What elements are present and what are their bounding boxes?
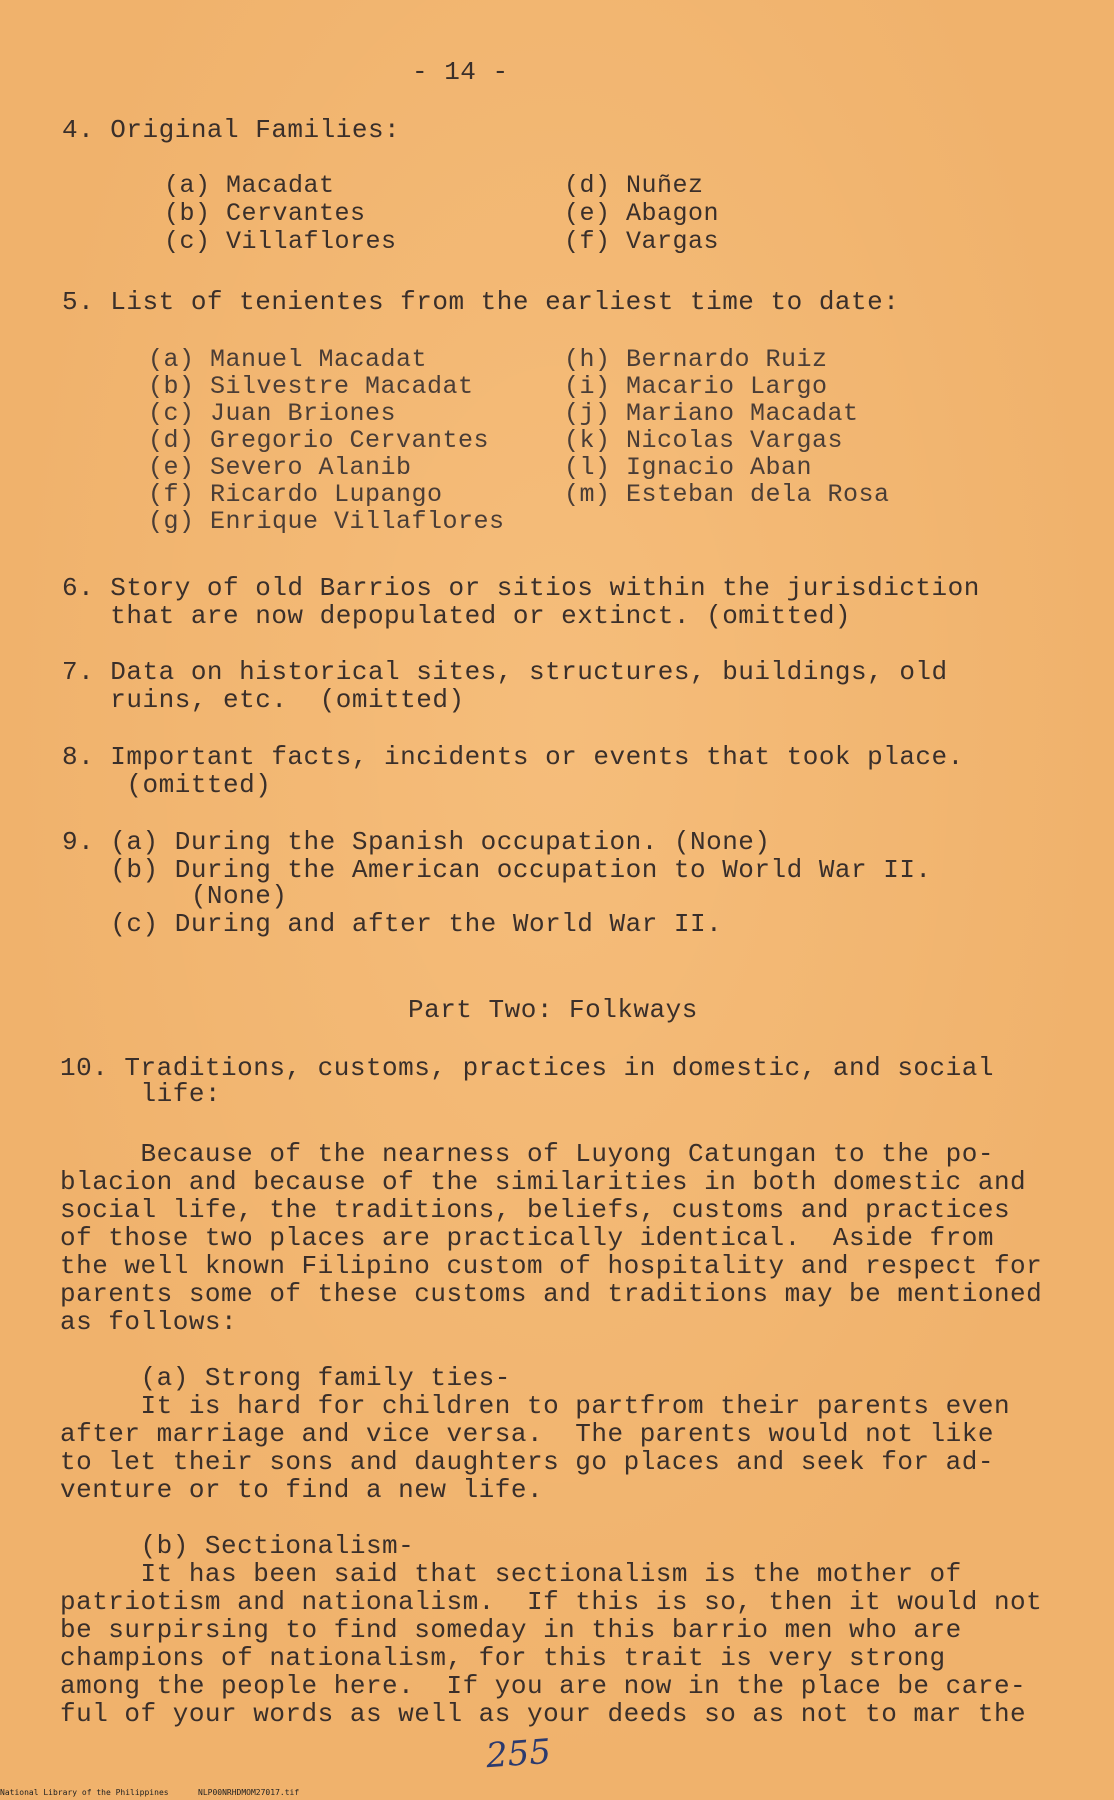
family-item: (f) Vargas <box>564 227 720 256</box>
family-item: (a) Macadat <box>164 171 335 200</box>
family-item: (e) Abagon <box>564 199 720 228</box>
paragraph-line: to let their sons and daughters go places and seek for ad- <box>60 1447 994 1477</box>
section-7-line: 7. Data on historical sites, structures, buildings, old <box>62 657 948 687</box>
section-9-line: (b) During the American occupation to World War II. <box>62 855 932 885</box>
subsection-title: (b) Sectionalism- <box>60 1531 415 1561</box>
file-id-footer: NLP00NRHDMOM27017.tif <box>198 1788 300 1797</box>
teniente-item: (m) Esteban dela Rosa <box>564 480 890 509</box>
paragraph-line: after marriage and vice versa. The parents would not like <box>60 1419 994 1449</box>
paragraph-line: social life, the traditions, beliefs, customs and practices <box>60 1195 1011 1225</box>
paragraph-line: ful of your words as well as your deeds so as not to mar the <box>60 1699 1027 1729</box>
page-number: - 14 - <box>412 57 509 87</box>
section-8-line: (omitted) <box>62 770 272 800</box>
family-item: (d) Nuñez <box>564 171 704 200</box>
paragraph-line: champions of nationalism, for this trait is very strong <box>60 1643 946 1673</box>
section-5-heading: 5. List of tenientes from the earliest time to date: <box>62 287 900 317</box>
teniente-item: (j) Mariano Macadat <box>564 399 859 428</box>
paragraph-line: It is hard for children to partfrom their parents even <box>60 1391 1011 1421</box>
section-7-line: ruins, etc. (omitted) <box>62 685 465 715</box>
teniente-item: (l) Ignacio Aban <box>564 453 813 482</box>
section-6-line: 6. Story of old Barrios or sitios within the jurisdiction <box>62 573 980 603</box>
paragraph-line: of those two places are practically identical. Aside from <box>60 1223 994 1253</box>
paragraph-line: be surpirsing to find someday in this barrio men who are <box>60 1615 962 1645</box>
teniente-item: (k) Nicolas Vargas <box>564 426 844 455</box>
teniente-item: (d) Gregorio Cervantes <box>148 426 490 455</box>
section-10-line: life: <box>60 1079 222 1109</box>
section-9-line: 9. (a) During the Spanish occupation. (None) <box>62 827 771 857</box>
teniente-item: (f) Ricardo Lupango <box>148 480 443 509</box>
paragraph-line: It has been said that sectionalism is the mother of <box>60 1559 962 1589</box>
paragraph-line: among the people here. If you are now in the place be care- <box>60 1671 1027 1701</box>
teniente-item: (b) Silvestre Macadat <box>148 372 474 401</box>
subsection-title: (a) Strong family ties- <box>60 1363 511 1393</box>
family-item: (b) Cervantes <box>164 199 366 228</box>
section-6-line: that are now depopulated or extinct. (omitted) <box>62 601 852 631</box>
teniente-item: (g) Enrique Villaflores <box>148 507 505 536</box>
paragraph-line: blacion and because of the similarities in both domestic and <box>60 1167 1027 1197</box>
section-8-line: 8. Important facts, incidents or events that took place. <box>62 742 964 772</box>
section-9-line: (c) During and after the World War II. <box>62 909 723 939</box>
teniente-item: (h) Bernardo Ruiz <box>564 345 828 374</box>
teniente-item: (c) Juan Briones <box>148 399 397 428</box>
teniente-item: (a) Manuel Macadat <box>148 345 428 374</box>
teniente-item: (i) Macario Largo <box>564 372 828 401</box>
library-footer: National Library of the Philippines <box>0 1788 169 1797</box>
teniente-item: (e) Severo Alanib <box>148 453 412 482</box>
paragraph-line: parents some of these customs and traditions may be mentioned <box>60 1279 1043 1309</box>
family-item: (c) Villaflores <box>164 227 397 256</box>
section-4-heading: 4. Original Families: <box>62 115 401 145</box>
part-two-title: Part Two: Folkways <box>408 995 698 1025</box>
paragraph-line: the well known Filipino custom of hospitality and respect for <box>60 1251 1043 1281</box>
section-10-line: 10. Traditions, customs, practices in domestic, and social <box>60 1053 994 1083</box>
paragraph-line: patriotism and nationalism. If this is so, then it would not <box>60 1587 1043 1617</box>
paragraph-line: as follows: <box>60 1307 238 1337</box>
section-9-line: (None) <box>62 881 288 911</box>
paragraph-line: venture or to find a new life. <box>60 1475 544 1505</box>
paragraph-line: Because of the nearness of Luyong Catungan to the po- <box>60 1139 994 1169</box>
handwritten-page-number: 255 <box>484 1731 553 1777</box>
